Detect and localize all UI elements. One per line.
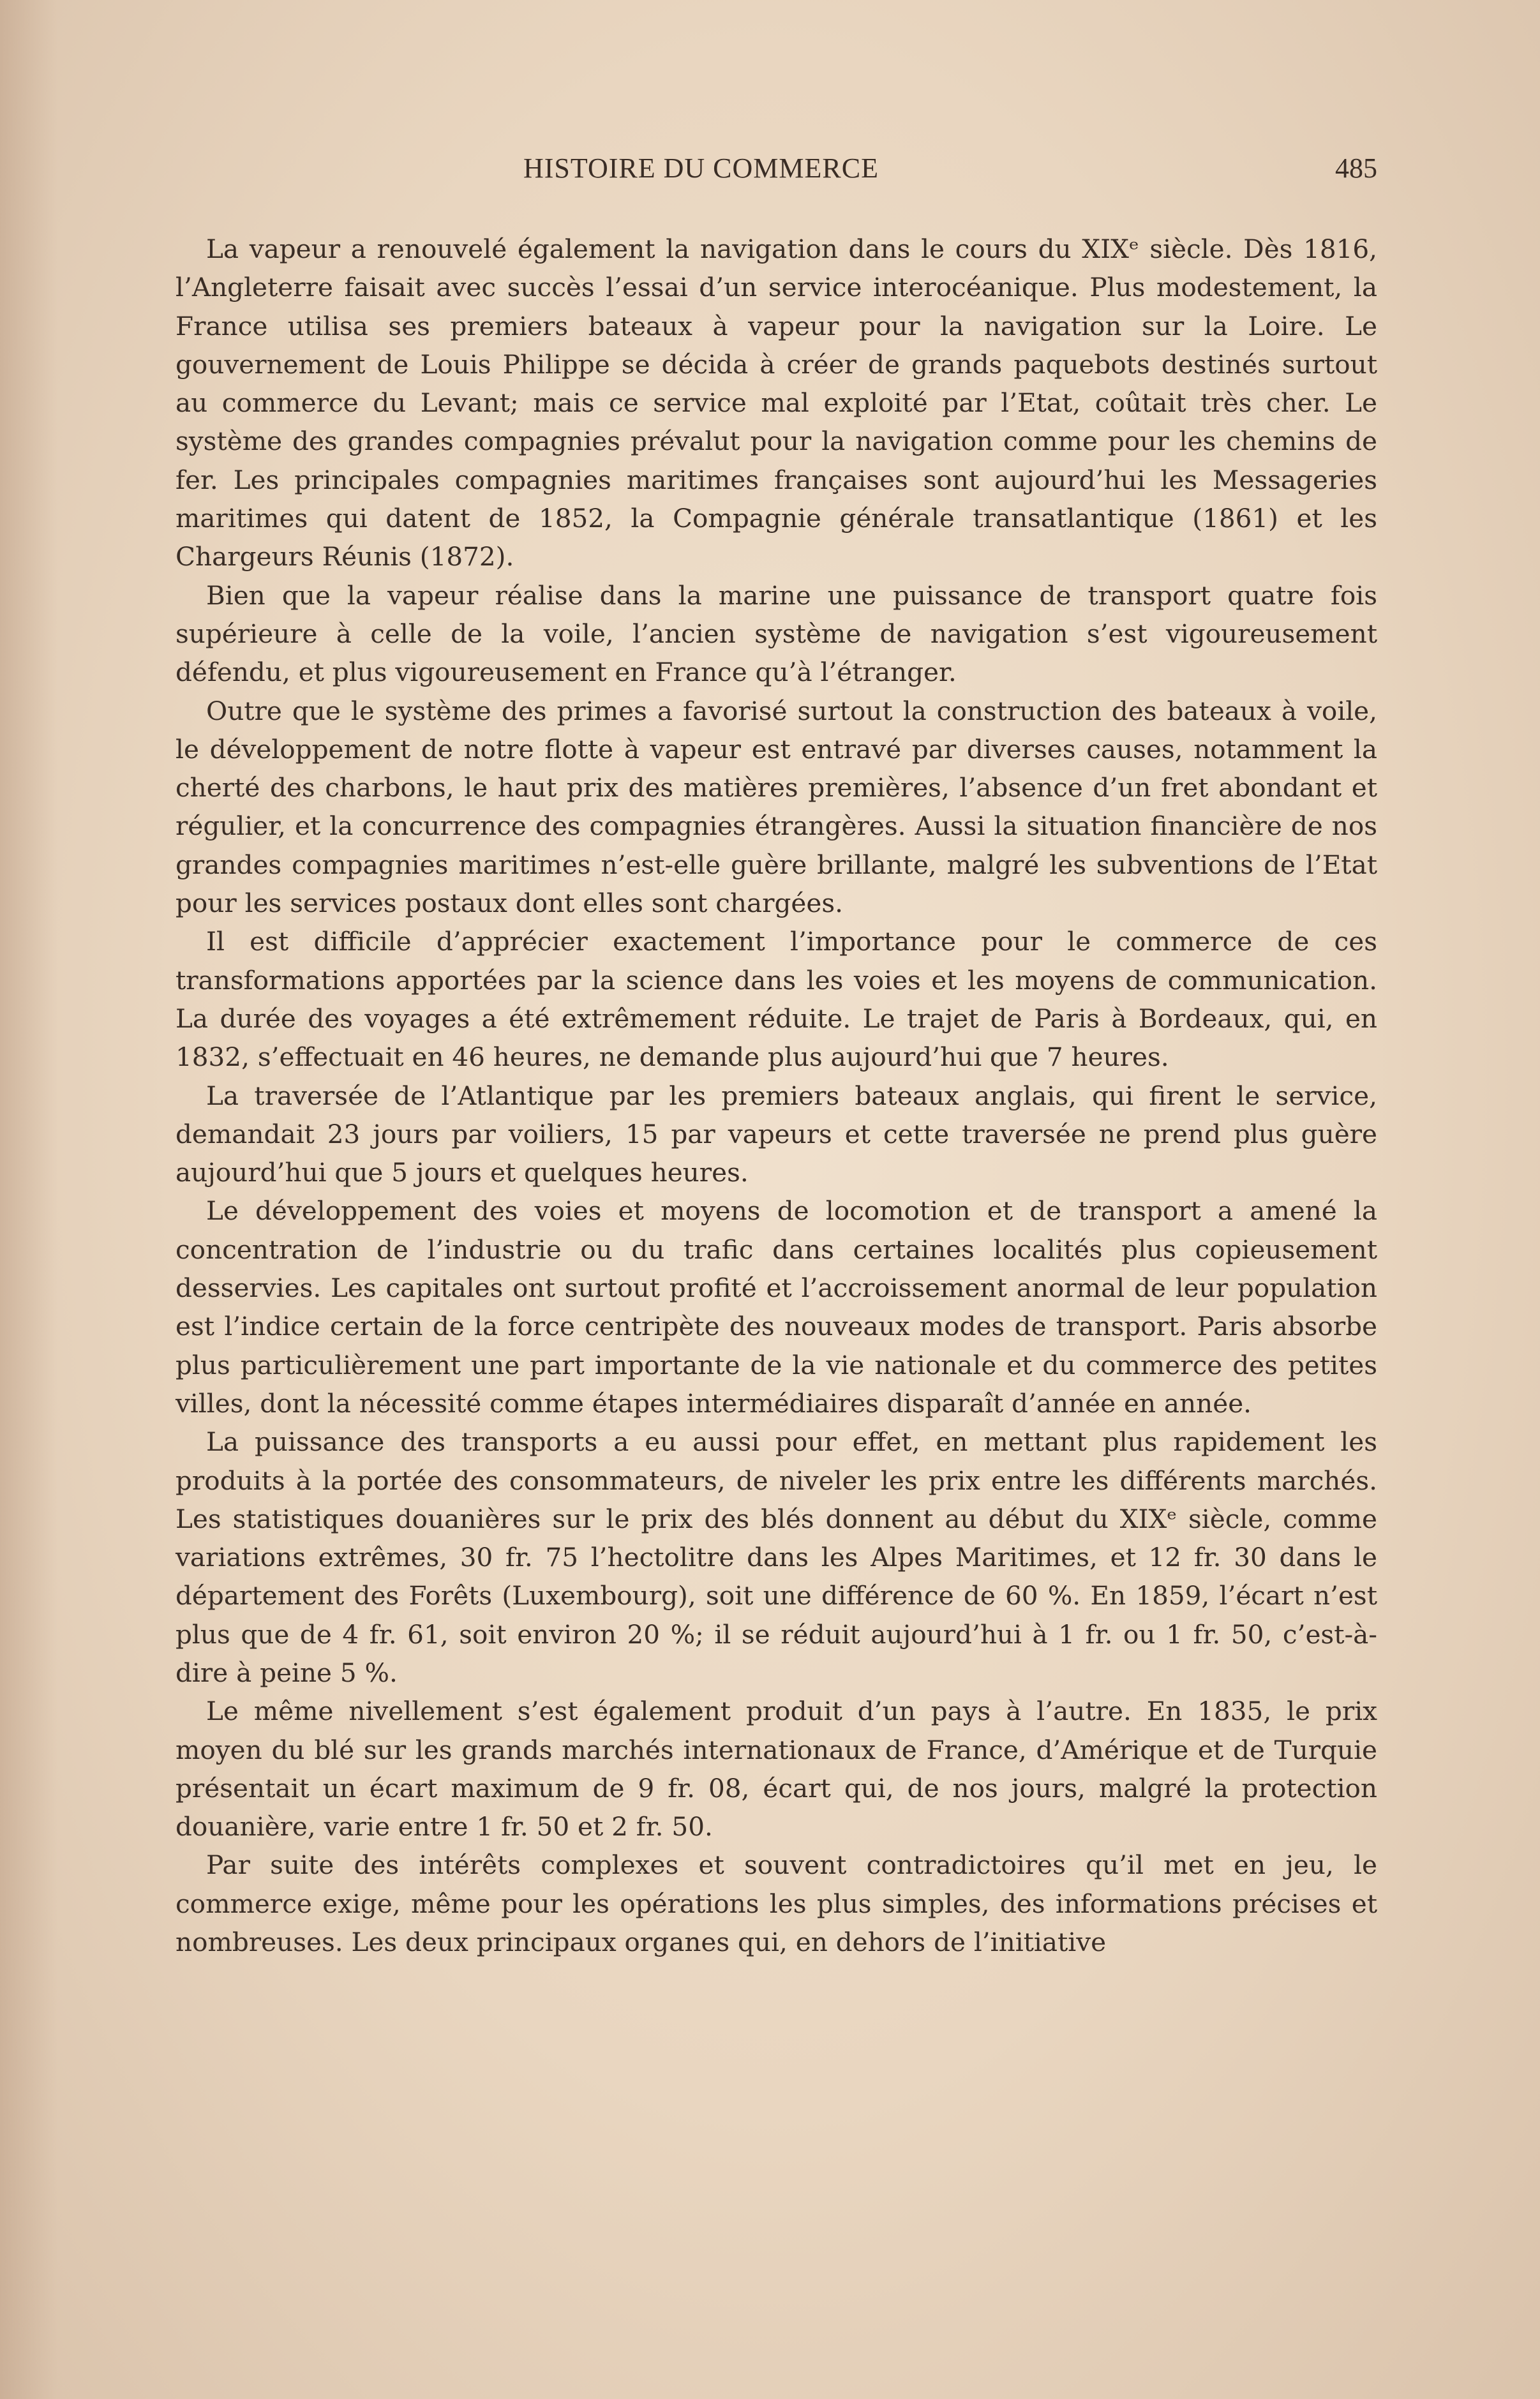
- paragraph: La vapeur a renouvelé également la navigation dans le cours du XIXᵉ siècle. Dès 1816, l’Angleterre faisait avec succès l’essai d’un service interocéanique. Plus modestement, la France utilisa ses premiers bateaux à vapeur pour la navigation sur la Loire. Le gouvernement de Louis Philippe se décida à créer de grands paquebots destinés surtout au commerce du Levant; mais ce service mal exploité par l’Etat, coûtait très cher. Le système des grandes compagnies prévalut pour la navigation comme pour les chemins de fer. Les principales compagnies maritimes françaises sont aujourd’hui les Messageries maritimes qui datent de 1852, la Compagnie générale transatlantique (1861) et les Chargeurs Réunis (1872).: [176, 234, 1377, 572]
- running-title: HISTOIRE DU COMMERCE: [523, 153, 879, 184]
- paragraph: Le même nivellement s’est également produit d’un pays à l’autre. En 1835, le prix moyen du blé sur les grands marchés internationaux de France, d’Amérique et de Turquie présentait un écart maximum de 9 fr. 08, écart qui, de nos jours, malgré la protection douanière, varie entre 1 fr. 50 et 2 fr. 50.: [176, 1696, 1377, 1842]
- body-text: [176, 230, 1377, 1961]
- paragraph: Le développement des voies et moyens de locomotion et de transport a amené la concentration de l’industrie ou du trafic dans certaines localités plus copieusement desservies. Les capitales ont surtout profité et l’accroissement anormal de leur population est l’indice certain de la force centripète des nouveaux modes de transport. Paris absorbe plus particulièrement une part importante de la vie nationale et du commerce des petites villes, dont la nécessité comme étapes intermédiaires disparaît d’année en année.: [176, 1195, 1377, 1419]
- paragraph: Par suite des intérêts complexes et souvent contradictoires qu’il met en jeu, le commerce exige, même pour les opérations les plus simples, des informations précises et nombreuses. Les deux principaux organes qui, en dehors de l’initiative: [176, 1850, 1377, 1958]
- page-header: [176, 152, 1377, 190]
- paragraph: Bien que la vapeur réalise dans la marine une puissance de transport quatre fois supérieure à celle de la voile, l’ancien système de navigation s’est vigoureusement défendu, et plus vigoureusement en France qu’à l’étranger.: [176, 579, 1377, 688]
- page-number: 485: [1335, 153, 1377, 184]
- paragraph: Il est difficile d’apprécier exactement l’importance pour le commerce de ces transformations apportées par la science dans les voies et les moyens de communication. La durée des voyages a été extrêmement réduite. Le trajet de Paris à Bordeaux, qui, en 1832, s’effectuait en 46 heures, ne demande plus aujourd’hui que 7 heures.: [176, 926, 1377, 1073]
- paragraph: La traversée de l’Atlantique par les premiers bateaux anglais, qui firent le service, demandait 23 jours par voiliers, 15 par vapeurs et cette traversée ne prend plus guère aujourd’hui que 5 jours et quelques heures.: [176, 1080, 1377, 1188]
- paragraph: Outre que le système des primes a favorisé surtout la construction des bateaux à voile, le développement de notre flotte à vapeur est entravé par diverses causes, notamment la cherté des charbons, le haut prix des matières premières, l’absence d’un fret abondant et régulier, et la concurrence des compagnies étrangères. Aussi la situation financière de nos grandes compagnies maritimes n’est-elle guère brillante, malgré les subventions de l’Etat pour les services postaux dont elles sont chargées.: [176, 695, 1377, 919]
- paragraph: La puissance des transports a eu aussi pour effet, en mettant plus rapidement les produits à la portée des consommateurs, de niveler les prix entre les différents marchés. Les statistiques douanières sur le prix des blés donnent au début du XIXᵉ siècle, comme variations extrêmes, 30 fr. 75 l’hectolitre dans les Alpes Maritimes, et 12 fr. 30 dans le département des Forêts (Luxembourg), soit une différence de 60 %. En 1859, l’écart n’est plus que de 4 fr. 61, soit environ 20 %; il se réduit aujourd’hui à 1 fr. ou 1 fr. 50, c’est-à-dire à peine 5 %.: [176, 1426, 1377, 1688]
